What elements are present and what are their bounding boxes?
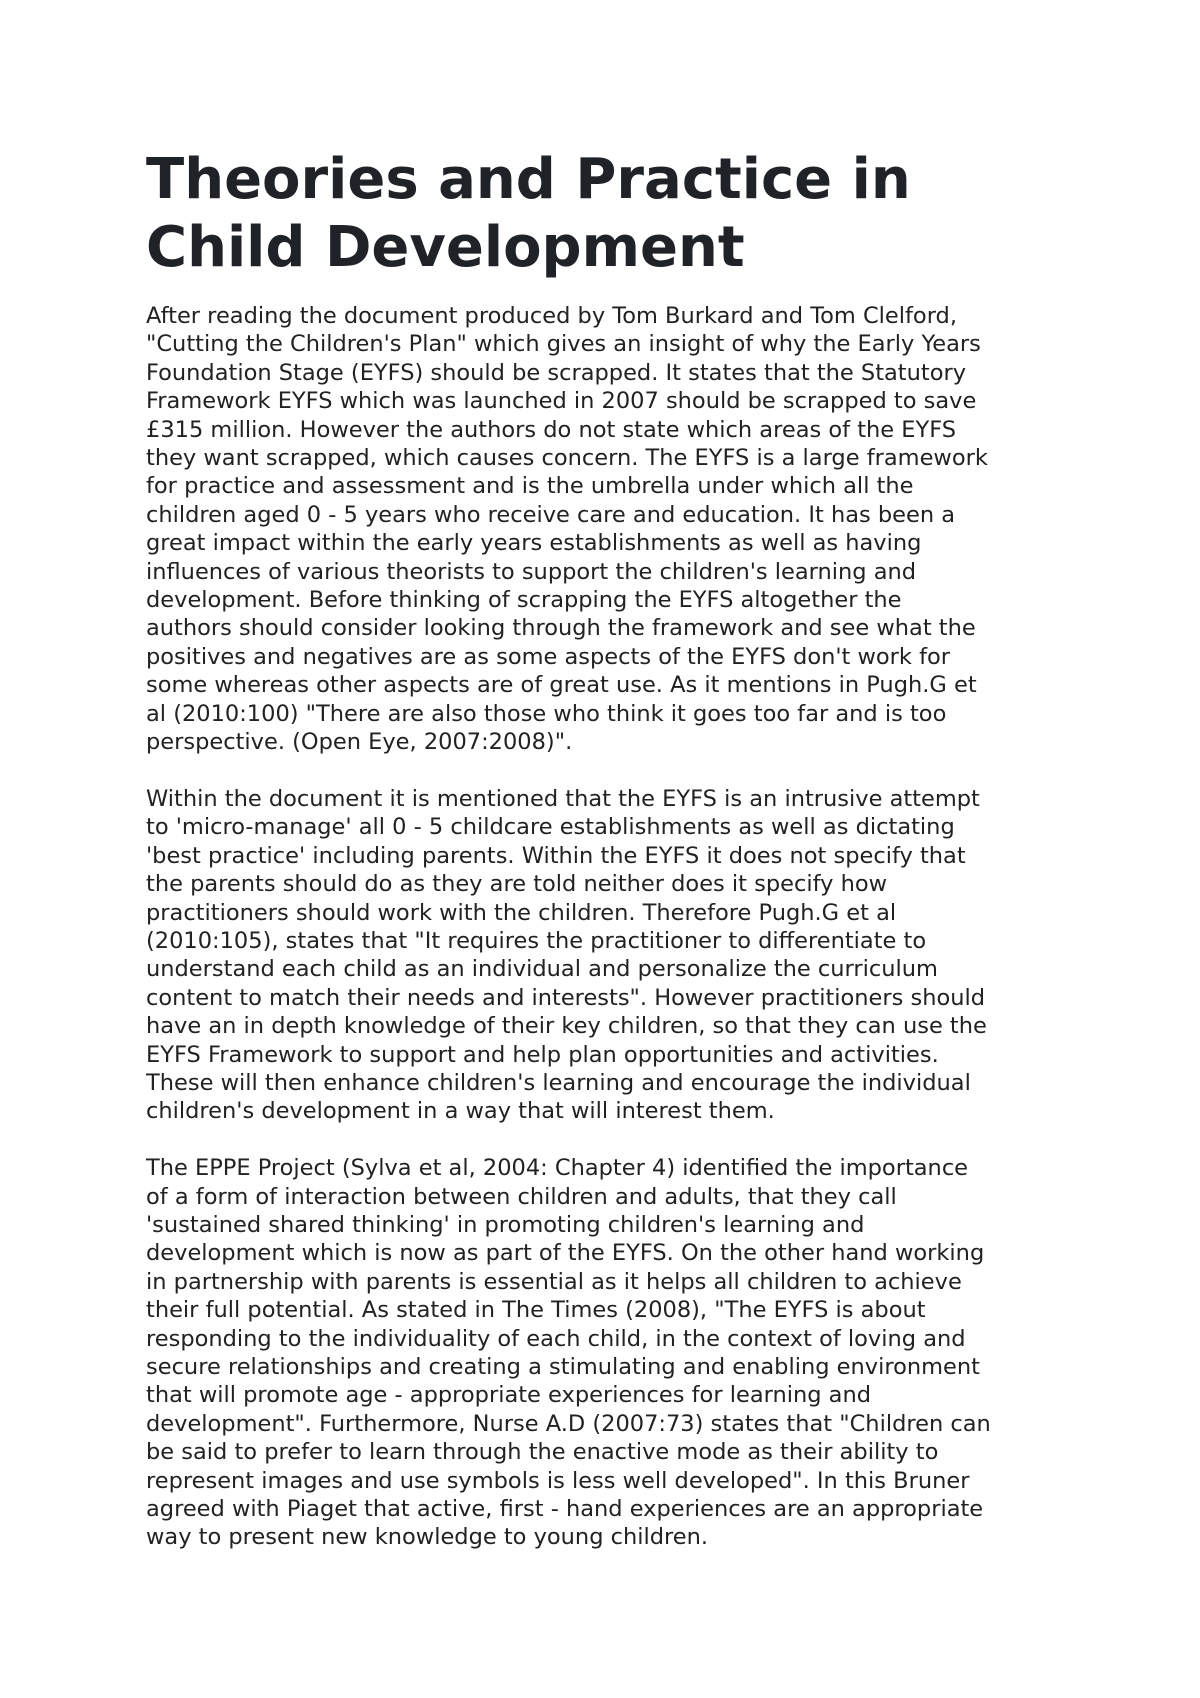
text-line: children aged 0 - 5 years who receive care and education. It has been a: [146, 501, 956, 528]
text-line: represent images and use symbols is less well developed". In this Bruner: [146, 1467, 970, 1494]
text-line: influences of various theorists to support the children's learning and: [146, 558, 917, 585]
text-line: children's development in a way that will interest them.: [146, 1098, 775, 1125]
text-line: practitioners should work with the children. Therefore Pugh.G et al: [146, 899, 897, 926]
text-line: EYFS Framework to support and help plan opportunities and activities.: [146, 1041, 939, 1068]
text-line: positives and negatives are as some aspects of the EYFS don't work for: [146, 643, 951, 670]
text-line: £315 million. However the authors do not state which areas of the EYFS: [146, 416, 957, 443]
text-line: great impact within the early years establishments as well as having: [146, 530, 922, 557]
text-line: perspective. (Open Eye, 2007:2008)".: [146, 729, 573, 756]
text-line: (2010:105), states that "It requires the practitioner to differentiate to: [146, 927, 927, 954]
title-line-1: Theories and Practice in: [146, 147, 911, 212]
text-line: secure relationships and creating a stimulating and enabling environment: [146, 1354, 980, 1380]
text-line: of a form of interaction between children and adults, that they call: [146, 1183, 897, 1210]
title-line-2: Child Development: [146, 215, 745, 280]
paragraph-1: [146, 302, 1076, 757]
text-line: to 'micro-manage' all 0 - 5 childcare establishments as well as dictating: [146, 814, 955, 841]
text-line: way to present new knowledge to young children.: [146, 1524, 709, 1551]
text-line: al (2010:100) "There are also those who think it goes too far and is too: [146, 700, 947, 727]
text-line: 'sustained shared thinking' in promoting children's learning and: [146, 1211, 865, 1238]
document-title: [146, 146, 1076, 282]
text-line: These will then enhance children's learning and encourage the individual: [146, 1069, 971, 1096]
text-line: 'best practice' including parents. Within the EYFS it does not specify that: [146, 842, 966, 869]
text-line: some whereas other aspects are of great use. As it mentions in Pugh.G et: [146, 672, 977, 699]
text-line: be said to prefer to learn through the enactive mode as their ability to: [146, 1439, 939, 1466]
text-line: development which is now as part of the EYFS. On the other hand working: [146, 1240, 985, 1267]
text-line: development". Furthermore, Nurse A.D (2007:73) states that "Children can: [146, 1410, 991, 1437]
text-line: responding to the individuality of each child, in the context of loving and: [146, 1325, 966, 1352]
text-line: they want scrapped, which causes concern. The EYFS is a large framework: [146, 445, 988, 472]
text-line: have an in depth knowledge of their key children, so that they can use the: [146, 1013, 987, 1040]
text-line: in partnership with parents is essential as it helps all children to achieve: [146, 1268, 962, 1295]
text-line: After reading the document produced by Tom Burkard and Tom Clelford,: [146, 303, 957, 329]
text-line: The EPPE Project (Sylva et al, 2004: Chapter 4) identified the importance: [146, 1155, 969, 1182]
text-line: content to match their needs and interests". However practitioners should: [146, 984, 986, 1011]
text-line: that will promote age - appropriate experiences for learning and: [146, 1382, 871, 1409]
document-body: [146, 146, 1076, 1580]
text-line: for practice and assessment and is the umbrella under which all the: [146, 473, 914, 500]
paragraph-3: [146, 1154, 1076, 1552]
text-line: their full potential. As stated in The Times (2008), "The EYFS is about: [146, 1297, 926, 1324]
text-line: Framework EYFS which was launched in 2007 should be scrapped to save: [146, 388, 977, 415]
paragraph-2: [146, 785, 1076, 1126]
text-line: the parents should do as they are told neither does it specify how: [146, 871, 888, 898]
text-line: "Cutting the Children's Plan" which gives an insight of why the Early Years: [146, 331, 981, 358]
text-line: understand each child as an individual and personalize the curriculum: [146, 956, 938, 983]
text-line: Foundation Stage (EYFS) should be scrapped. It states that the Statutory: [146, 359, 967, 386]
text-line: agreed with Piaget that active, first - hand experiences are an appropriate: [146, 1496, 984, 1523]
text-line: authors should consider looking through the framework and see what the: [146, 615, 976, 642]
text-line: development. Before thinking of scrapping the EYFS altogether the: [146, 587, 902, 614]
text-line: Within the document it is mentioned that the EYFS is an intrusive attempt: [146, 785, 980, 812]
